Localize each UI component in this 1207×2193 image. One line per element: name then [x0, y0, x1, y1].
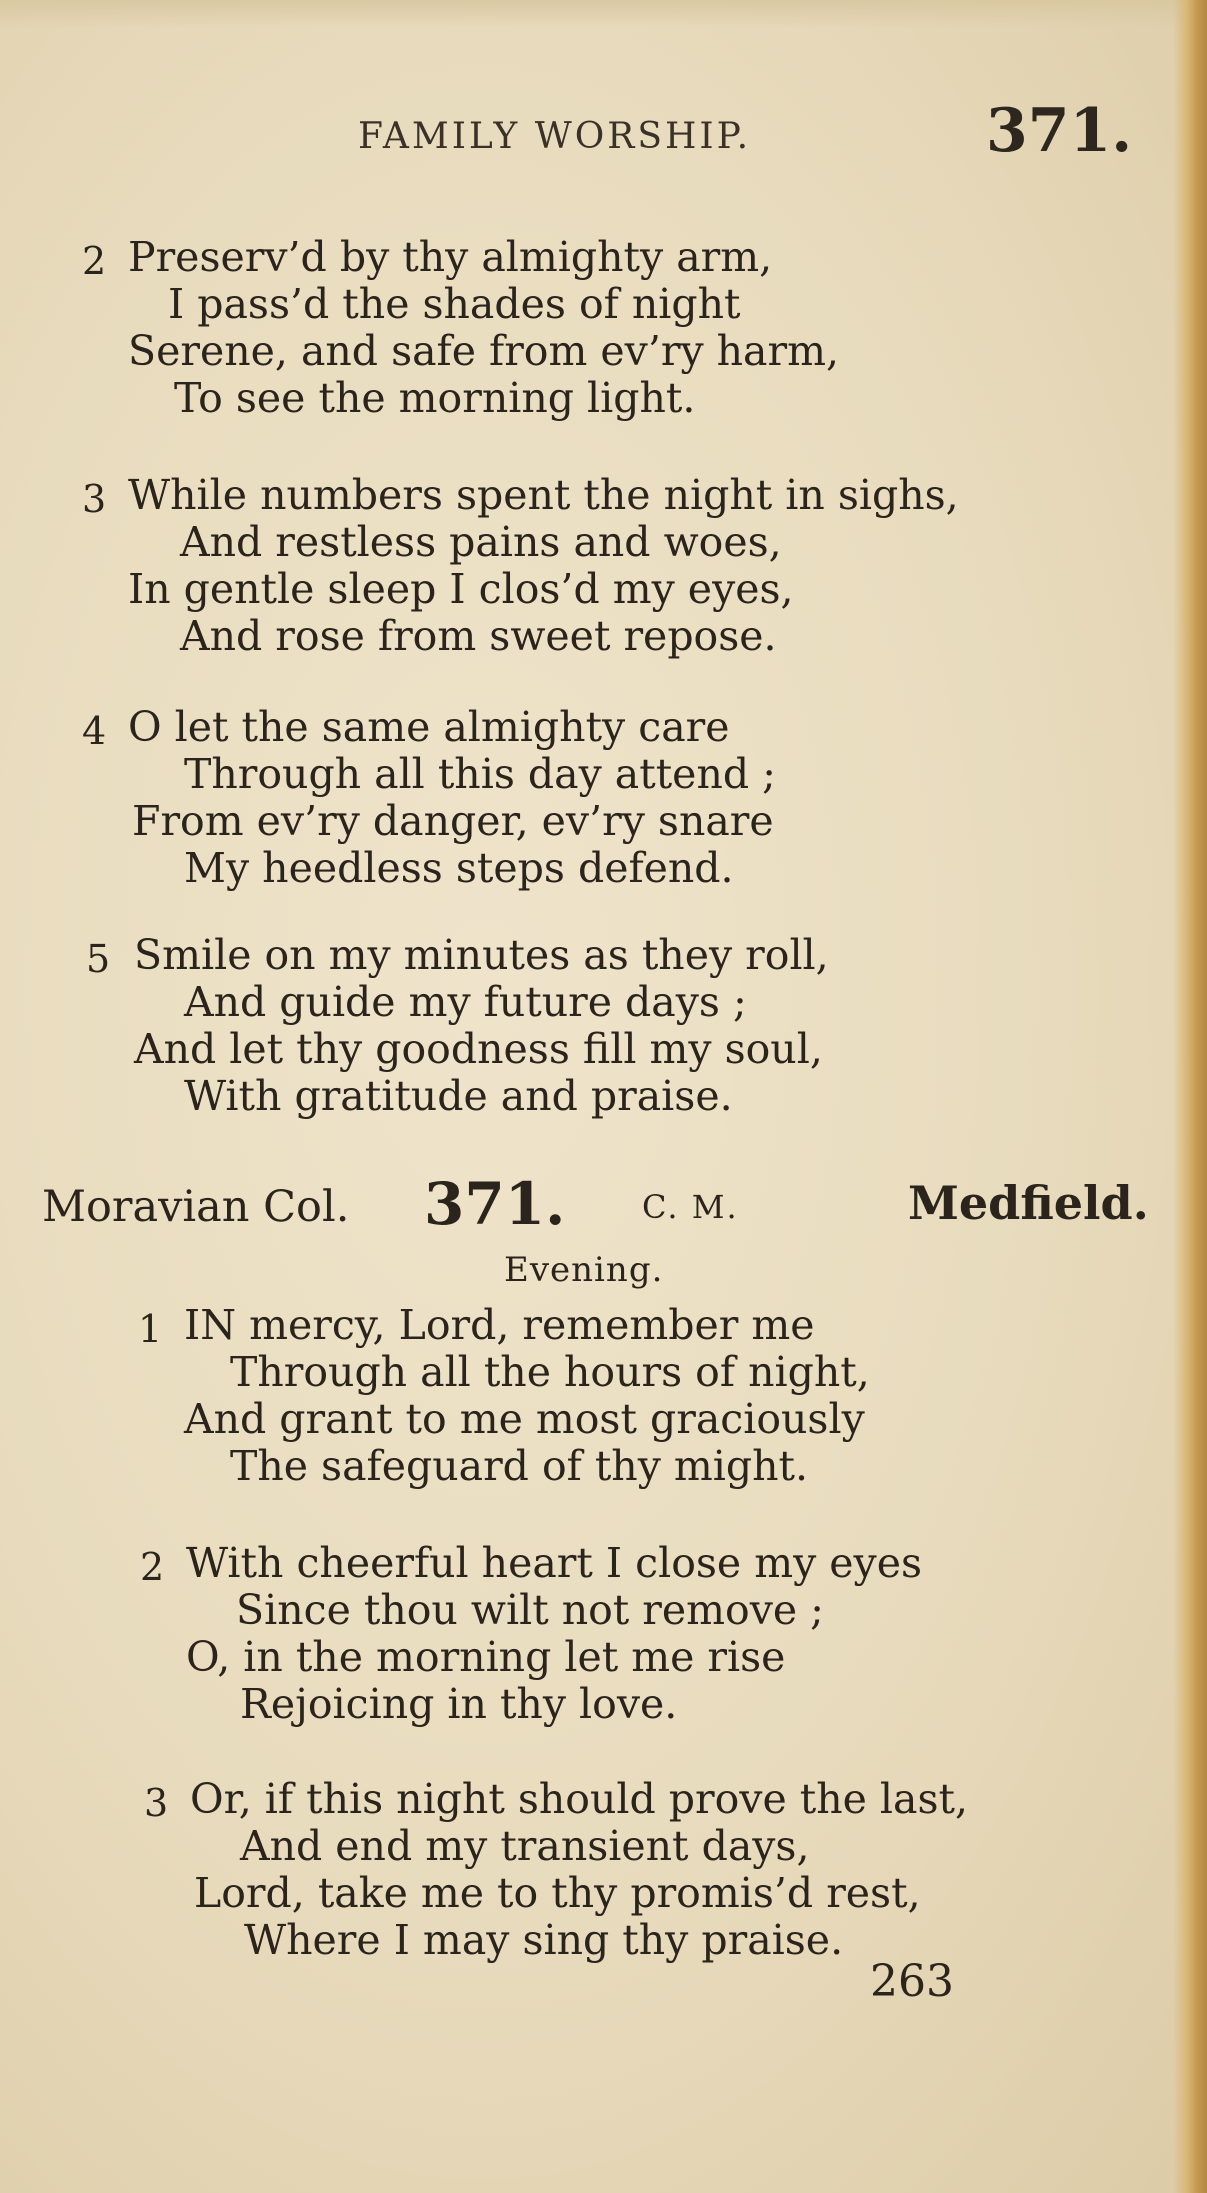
page-folio-number: 263 [870, 1956, 954, 2007]
verse-line: With cheerful heart I close my eyes [186, 1539, 923, 1587]
verse-line: And grant to me most graciously [184, 1395, 865, 1443]
verse-line: IN mercy, Lord, remember me [184, 1301, 815, 1349]
verse-line: Rejoicing in thy love. [240, 1680, 678, 1728]
verse-line: And end my transient days, [240, 1822, 810, 1870]
verse-line: While numbers spent the night in sighs, [128, 471, 959, 519]
stanza-number: 2 [140, 1545, 165, 1589]
verse-line: Through all the hours of night, [230, 1348, 870, 1396]
verse-line: And let thy goodness fill my soul, [134, 1025, 823, 1073]
verse-line: I pass’d the shades of night [168, 280, 741, 328]
verse-line: Serene, and safe from ev’ry harm, [128, 327, 840, 375]
verse-line: The safeguard of thy might. [230, 1442, 809, 1490]
stanza-number: 1 [138, 1307, 163, 1351]
verse-line: To see the morning light. [174, 374, 696, 422]
verse-line: O let the same almighty care [128, 703, 730, 751]
verse-line: And guide my future days ; [184, 978, 747, 1026]
hymn-heading [0, 1172, 1207, 1252]
verse-line: In gentle sleep I clos’d my eyes, [128, 565, 794, 613]
verse-line: Preserv’d by thy almighty arm, [128, 233, 773, 281]
running-header-number: 371. [986, 96, 1133, 166]
hymn-occasion: Evening. [504, 1250, 664, 1290]
hymn-number: 371. [424, 1170, 566, 1238]
verse-line: From ev’ry danger, ev’ry snare [132, 797, 774, 845]
stanza-number: 4 [82, 709, 107, 753]
verse-line: Lord, take me to thy promis’d rest, [194, 1869, 921, 1917]
verse-line: Through all this day attend ; [184, 750, 776, 798]
hymn-source: Moravian Col. [42, 1182, 350, 1232]
page-edge-right [1173, 0, 1207, 2193]
stanza-number: 3 [82, 477, 107, 521]
running-header-title: FAMILY WORSHIP. [358, 116, 752, 157]
stanza-number: 2 [82, 239, 107, 283]
hymn-meter: C. M. [642, 1188, 739, 1226]
hymn-tune: Medfield. [908, 1176, 1149, 1230]
verse-line: With gratitude and praise. [184, 1072, 733, 1120]
verse-line: O, in the morning let me rise [186, 1633, 786, 1681]
verse-line: Smile on my minutes as they roll, [134, 931, 829, 979]
stanza-number: 3 [144, 1781, 169, 1825]
stanza-number: 5 [86, 937, 111, 981]
verse-line: And restless pains and woes, [180, 518, 782, 566]
verse-line: My heedless steps defend. [184, 844, 734, 892]
verse-line: Since thou wilt not remove ; [236, 1586, 824, 1634]
verse-line: And rose from sweet repose. [180, 612, 777, 660]
verse-line: Where I may sing thy praise. [244, 1916, 844, 1964]
page-top-shadow [0, 0, 1207, 28]
verse-line: Or, if this night should prove the last, [190, 1775, 969, 1823]
